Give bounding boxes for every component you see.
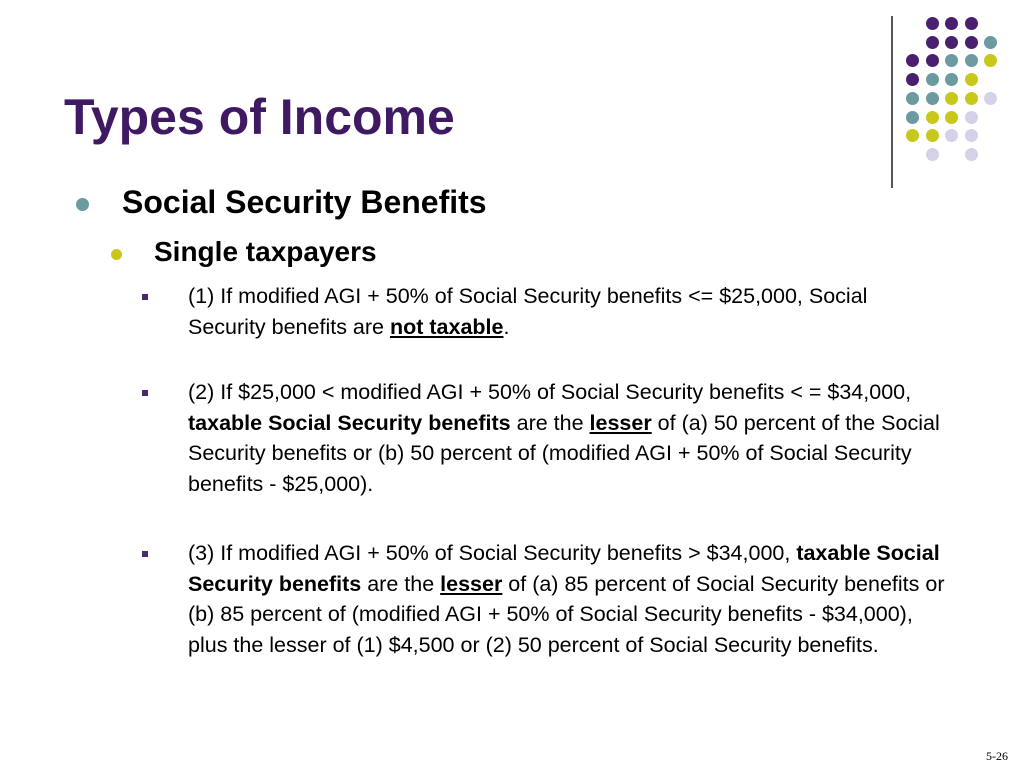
decorative-dot — [965, 148, 978, 161]
item1-text-b: . — [503, 314, 510, 339]
item3-underline: lesser — [440, 571, 503, 596]
item2-text-a: (2) If $25,000 < modified AGI + 50% of Social Security benefits < = $34,000, — [188, 380, 912, 404]
level2-bullet — [111, 249, 122, 260]
item3-text-a: (3) If modified AGI + 50% of Social Security benefits > $34,000, — [188, 541, 797, 565]
decorative-dot — [926, 92, 939, 105]
decorative-dot — [926, 54, 939, 67]
decorative-dot — [984, 54, 997, 67]
slide-title: Types of Income — [64, 89, 455, 145]
item2-bold: taxable Social Security benefits — [188, 410, 511, 435]
decorative-dot — [926, 73, 939, 86]
decorative-dot — [926, 36, 939, 49]
decorative-dot — [945, 36, 958, 49]
rule-item-3 — [188, 538, 948, 660]
decorative-dot — [906, 92, 919, 105]
decorative-dot — [945, 92, 958, 105]
item2-underline: lesser — [589, 410, 652, 435]
item2-text-c: of (a) 50 percent of the Social Security benefits or (b) 50 percent of (modified AGI + 50% of Social Security benefits - $25,000). — [188, 410, 940, 496]
item1-bullet — [142, 294, 148, 300]
decorative-dot — [965, 54, 978, 67]
decorative-dot — [965, 73, 978, 86]
decorative-dot — [965, 111, 978, 124]
item2-bullet — [142, 390, 148, 396]
decorative-dot — [926, 17, 939, 30]
item3-bold: taxable Social Security benefits — [188, 541, 940, 596]
level2-heading: Single taxpayers — [154, 236, 377, 267]
decorative-dot — [945, 129, 958, 142]
level1-heading: Social Security Benefits — [122, 184, 487, 220]
decorative-dot — [945, 73, 958, 86]
decorative-dot — [926, 111, 939, 124]
decorative-dot — [965, 36, 978, 49]
item3-text-c: of (a) 85 percent of Social Security benefits or (b) 85 percent of (modified AGI + 50% of Social Security benefits - $34,000), plus the lesser of (1) $4,500 or (2) 50 percent of Social Security benefits. — [188, 571, 945, 657]
item1-text-a: (1) If modified AGI + 50% of Social Security benefits <= $25,000, Social Security benefits are — [188, 284, 868, 339]
decorative-dot — [945, 54, 958, 67]
rule-item-2 — [188, 377, 948, 499]
item3-text-b: are the — [361, 571, 441, 596]
decorative-dot — [965, 17, 978, 30]
decorative-dot — [945, 111, 958, 124]
decorative-dot — [984, 36, 997, 49]
level1-bullet — [76, 198, 89, 211]
decorative-dot — [926, 129, 939, 142]
item3-bullet — [142, 551, 148, 557]
rule-item-1 — [188, 281, 948, 342]
decorative-dot — [906, 111, 919, 124]
decorative-dot — [906, 129, 919, 142]
item2-text-b: are the — [510, 410, 590, 435]
decorative-dot — [906, 54, 919, 67]
divider-line — [891, 16, 893, 188]
decorative-dot — [945, 17, 958, 30]
decorative-dot — [926, 148, 939, 161]
item1-underline: not taxable — [389, 314, 504, 339]
decorative-dot — [965, 129, 978, 142]
decorative-dot — [984, 92, 997, 105]
decorative-dot — [906, 73, 919, 86]
page-number: 5-26 — [986, 749, 1008, 763]
decorative-dot — [965, 92, 978, 105]
